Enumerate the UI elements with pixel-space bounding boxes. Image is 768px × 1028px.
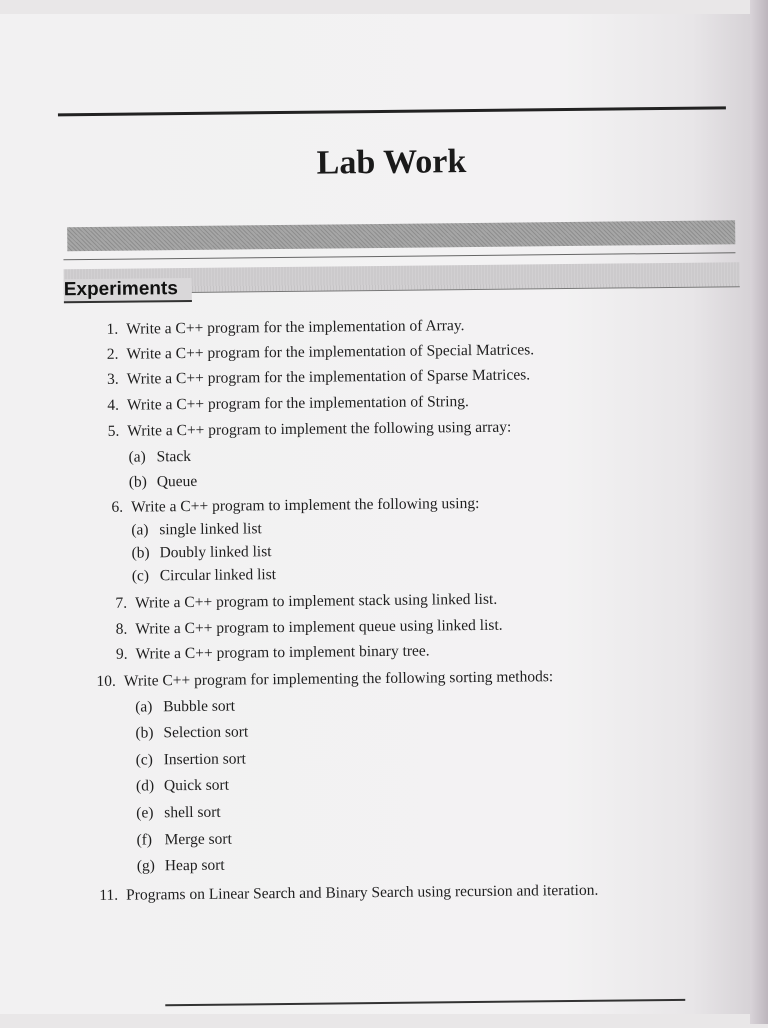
sub-item-label: (b): [128, 473, 147, 491]
item-number: 1.: [106, 320, 119, 338]
sub-item-label: (e): [136, 804, 154, 822]
sub-item: [136, 831, 231, 850]
item-number: 8.: [115, 620, 128, 638]
sub-item: [131, 520, 262, 539]
sub-item-text: Doubly linked list: [159, 543, 272, 562]
item-text: Write C++ program for implementing the following sorting methods:: [123, 668, 554, 690]
sub-item-text: Circular linked list: [159, 566, 277, 585]
band-divider: [63, 252, 735, 260]
sub-item: [136, 777, 229, 796]
sub-item-label: (d): [135, 777, 155, 795]
item-number: 10.: [96, 672, 116, 690]
sub-item-text: shell sort: [164, 803, 221, 822]
sub-item-label: (c): [135, 751, 154, 769]
sub-item-label: (g): [136, 857, 155, 875]
item-number: 11.: [99, 886, 119, 904]
item-number: 4.: [107, 396, 120, 414]
item-number: 5.: [107, 422, 120, 440]
sub-item: [128, 448, 191, 467]
sub-item: [131, 543, 271, 562]
item-number: 6.: [111, 498, 124, 516]
sub-item-text: Stack: [156, 447, 192, 466]
top-rule: [58, 106, 726, 116]
sub-item-text: Bubble sort: [163, 697, 236, 716]
sub-item-text: Selection sort: [163, 723, 249, 742]
item-text: Write a C++ program for the implementation of Special Matrices.: [126, 341, 535, 363]
sub-item-text: Merge sort: [164, 830, 232, 849]
hatched-band: [67, 220, 735, 251]
item-text: Write a C++ program for the implementation of String.: [126, 393, 469, 414]
sub-item: [135, 723, 248, 742]
item-text: Write a C++ program to implement queue using linked list.: [135, 616, 503, 638]
sub-item-label: (b): [135, 724, 154, 742]
sub-item-label: (b): [131, 544, 150, 562]
sub-item: [135, 698, 235, 717]
sub-item-label: (c): [131, 567, 150, 585]
sub-item-text: Insertion sort: [163, 750, 247, 769]
sub-item-label: (a): [131, 521, 149, 539]
sub-item-text: single linked list: [159, 520, 262, 539]
item-text: Write a C++ program to implement binary tree.: [135, 642, 430, 663]
sub-item: [129, 473, 198, 492]
item-text: Write a C++ program to implement stack using linked list.: [134, 590, 498, 612]
bottom-rule: [165, 999, 685, 1006]
item-text: Write a C++ program for the implementation of Sparse Matrices.: [126, 366, 531, 388]
item-text: Programs on Linear Search and Binary Search using recursion and iteration.: [126, 881, 599, 904]
item-text: Write a C++ program to implement the following using:: [130, 494, 480, 516]
sub-item: [137, 857, 225, 876]
page-title: Lab Work: [316, 143, 467, 182]
sub-item-label: (f): [136, 831, 153, 849]
sub-item-text: Queue: [156, 472, 198, 491]
item-text: Write a C++ program to implement the following using array:: [127, 418, 512, 440]
sub-item: [136, 804, 221, 823]
item-text: Write a C++ program for the implementation of Array.: [126, 317, 465, 338]
sub-item-label: (a): [135, 698, 153, 716]
sub-item: [136, 750, 246, 769]
sub-item-text: Heap sort: [164, 856, 225, 875]
item-number: 2.: [106, 345, 119, 363]
item-number: 3.: [107, 370, 119, 388]
sub-item-text: Quick sort: [163, 776, 230, 795]
item-number: 7.: [115, 594, 128, 612]
sub-item: [132, 566, 276, 586]
sub-item-label: (a): [128, 448, 146, 466]
section-title: Experiments: [63, 278, 178, 301]
item-number: 9.: [115, 645, 128, 663]
